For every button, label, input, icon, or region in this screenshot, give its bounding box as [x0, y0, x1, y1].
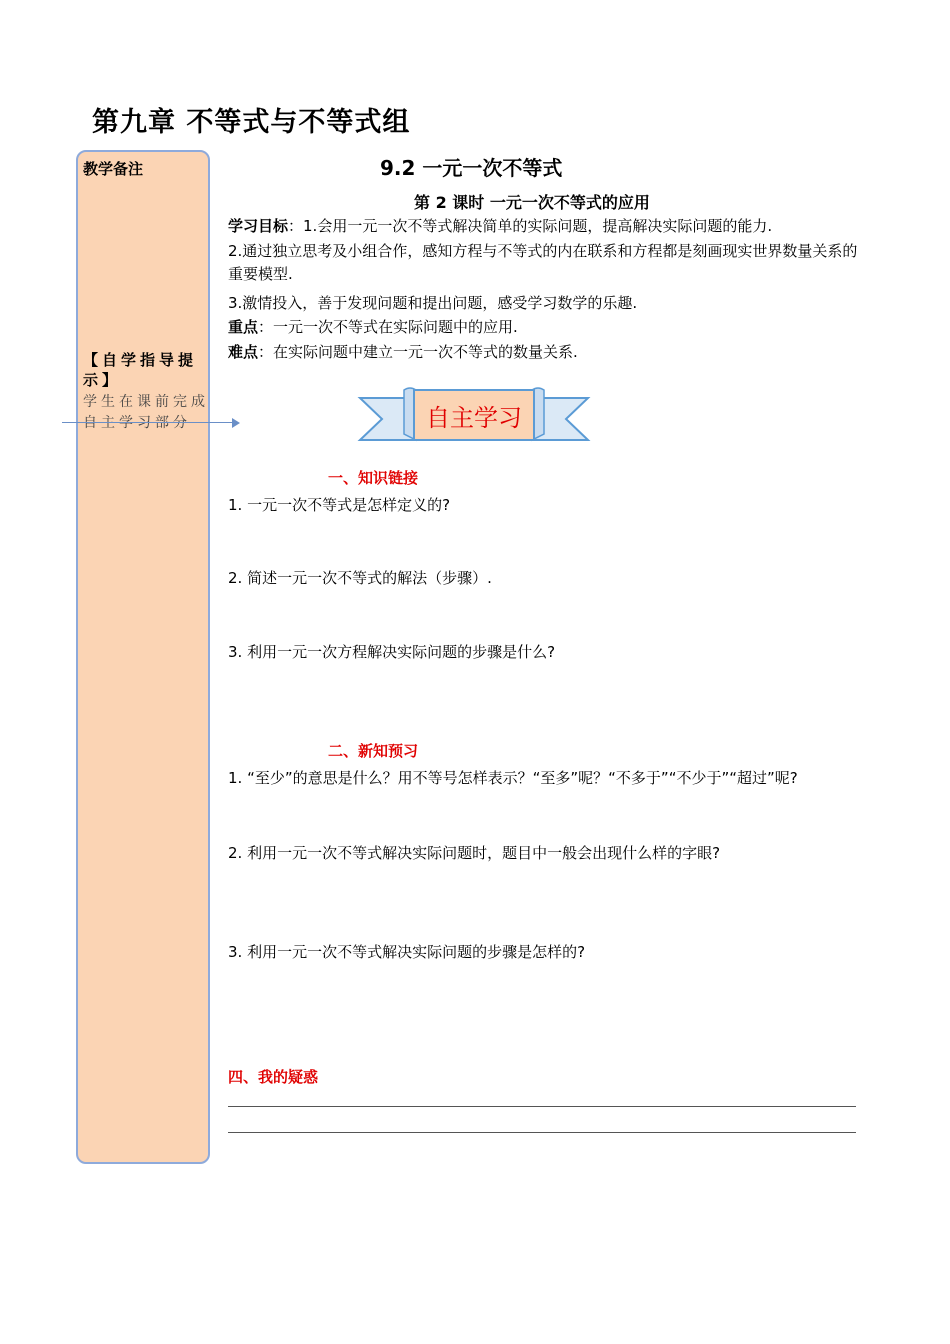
part1-heading: 一、知识链接 — [328, 469, 419, 487]
difficulty-label: 难点 — [228, 343, 259, 361]
answer-line-1 — [228, 1106, 856, 1107]
teaching-notes-sidebar — [76, 150, 210, 1164]
key-point-label: 重点 — [228, 318, 259, 336]
goals-label: 学习目标 — [228, 217, 289, 235]
part1-question-2: 2. 简述一元一次不等式的解法（步骤）. — [228, 569, 492, 587]
lesson-title: 第 2 课时 一元一次不等式的应用 — [414, 193, 650, 212]
part2-question-3: 3. 利用一元一次不等式解决实际问题的步骤是怎样的? — [228, 943, 586, 961]
guide-text: 学生在课前完成自主学习部分 — [83, 394, 209, 431]
part2-question-2: 2. 利用一元一次不等式解决实际问题时，题目中一般会出现什么样的字眼? — [228, 844, 721, 862]
part1-question-1: 1. 一元一次不等式是怎样定义的? — [228, 496, 451, 514]
goals-line-1 — [228, 215, 868, 238]
banner-text: 自主学习 — [426, 404, 522, 432]
guide-arrow-line — [62, 422, 236, 423]
answer-line-2 — [228, 1132, 856, 1133]
part2-heading: 二、新知预习 — [328, 742, 419, 760]
section-title: 9.2 一元一次不等式 — [380, 156, 563, 180]
arrow-right-icon — [232, 418, 240, 428]
chapter-title: 第九章 不等式与不等式组 — [92, 107, 411, 138]
sidebar-title: 教学备注 — [83, 160, 144, 178]
difficulty-text: ：在实际问题中建立一元一次不等式的数量关系. — [258, 343, 578, 361]
goals-line-3: 3.激情投入，善于发现问题和提出问题，感受学习数学的乐趣. — [228, 294, 638, 312]
goals-line-2: 2.通过独立思考及小组合作，感知方程与不等式的内在联系和方程都是刻画现实世界数量关系的重要模型. — [228, 242, 858, 283]
guide-title: 【自学指导提示】 — [83, 351, 198, 389]
difficulty — [228, 341, 868, 364]
self-study-banner — [356, 384, 592, 448]
goals-text-1: ：1.会用一元一次不等式解决简单的实际问题，提高解决实际问题的能力. — [288, 217, 773, 235]
key-point — [228, 316, 868, 339]
part2-question-1: 1. “至少”的意思是什么？用不等号怎样表示？“至多”呢？“不多于”“不少于”“超过”呢? — [228, 769, 798, 787]
part1-question-3: 3. 利用一元一次方程解决实际问题的步骤是什么? — [228, 643, 556, 661]
key-point-text: ：一元一次不等式在实际问题中的应用. — [258, 318, 518, 336]
part4-heading: 四、我的疑惑 — [228, 1068, 319, 1086]
